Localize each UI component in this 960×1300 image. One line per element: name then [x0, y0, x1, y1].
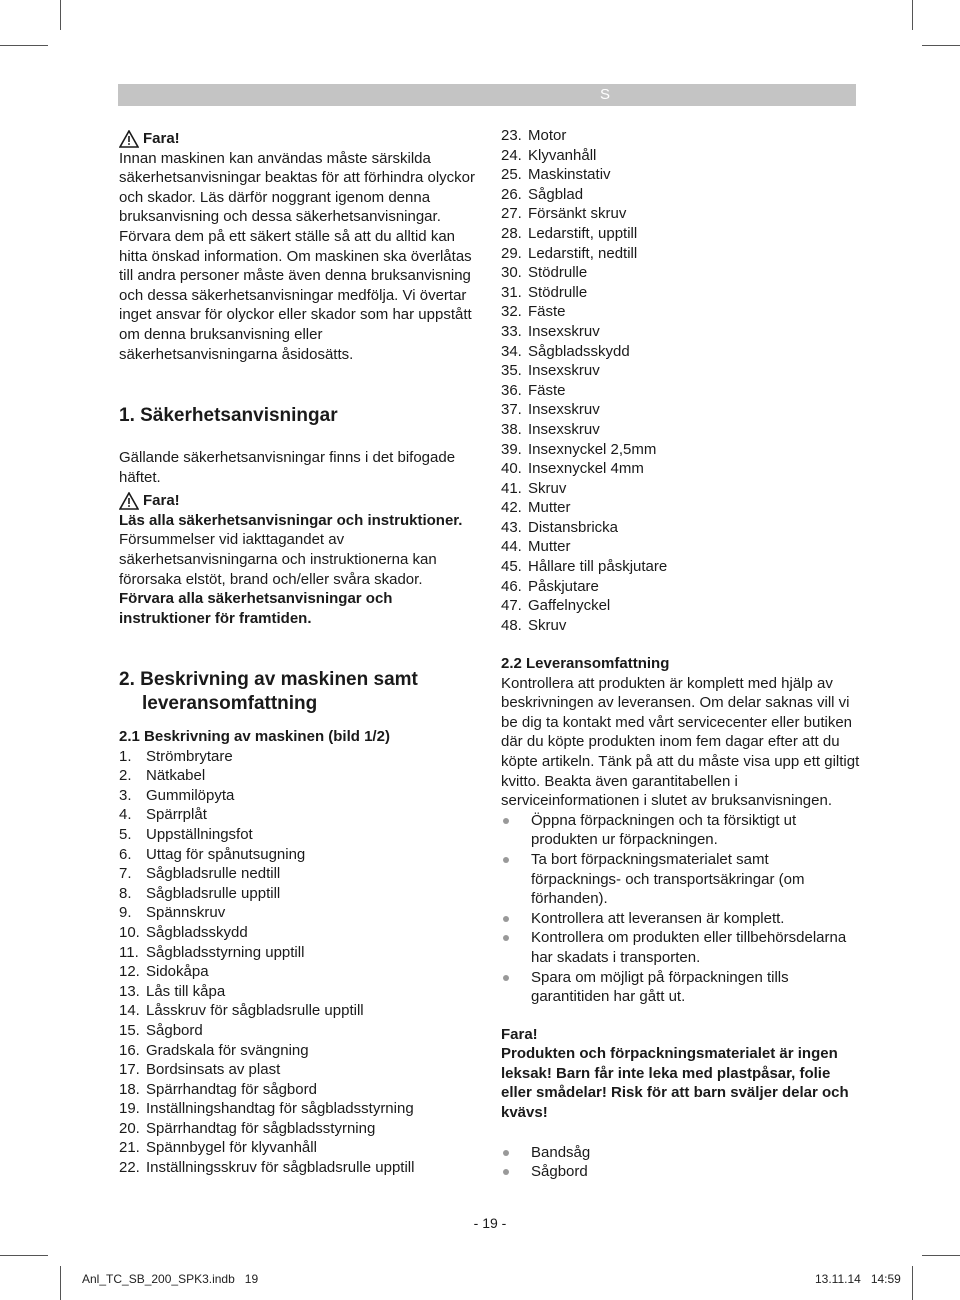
part-label: Sågbladsrulle nedtill — [146, 865, 281, 883]
part-item — [501, 126, 861, 146]
part-label: Gummilöpyta — [146, 786, 235, 804]
part-item — [501, 616, 861, 636]
part-item — [119, 805, 479, 825]
part-number: 33. — [501, 322, 522, 340]
section-1-warning — [119, 491, 479, 511]
part-item — [119, 864, 479, 884]
part-number: 25. — [501, 166, 522, 184]
part-label: Sågbladsskydd — [146, 923, 248, 941]
part-number: 12. — [119, 963, 140, 981]
part-item — [119, 1158, 479, 1178]
part-item — [501, 498, 861, 518]
part-label: Motor — [528, 127, 567, 144]
section-1-body — [119, 448, 479, 628]
bullet-item: Sågbord — [501, 1162, 861, 1182]
part-label: Försänkt skruv — [528, 205, 627, 223]
part-label: Bordsinsats av plast — [146, 1061, 281, 1079]
part-item — [501, 302, 861, 322]
part-label: Sågblad — [528, 185, 584, 203]
part-item — [501, 342, 861, 362]
parts-list-right — [501, 126, 861, 635]
part-item — [501, 577, 861, 597]
part-number: 22. — [119, 1159, 140, 1177]
section-1 — [119, 404, 479, 428]
footer-date: 13.11.14 14:59 — [815, 1272, 901, 1286]
part-number: 4. — [119, 806, 132, 824]
bullet-item: Ta bort förpackningsmaterialet samt förpacknings- och transportsäkringar (om förhanden). — [501, 850, 861, 909]
page-number: - 19 - — [473, 1215, 507, 1231]
part-label: Hållare till påskjutare — [528, 558, 668, 576]
contents-list — [501, 1143, 861, 1182]
part-label: Klyvanhåll — [528, 146, 597, 164]
language-code: S — [600, 86, 611, 103]
warning-label: Fara! — [143, 130, 180, 147]
part-label: Mutter — [528, 499, 571, 517]
part-label: Mutter — [528, 538, 571, 556]
delivery-bullets — [501, 811, 861, 1007]
part-item — [119, 825, 479, 845]
part-number: 13. — [119, 982, 140, 1000]
part-number: 18. — [119, 1080, 140, 1098]
warning-label: Fara! — [143, 492, 180, 510]
part-number: 34. — [501, 342, 522, 360]
intro-block — [119, 129, 479, 364]
part-number: 21. — [119, 1139, 140, 1157]
part-label: Uttag för spånutsugning — [146, 845, 306, 863]
part-label: Stödrulle — [528, 283, 588, 301]
warning-triangle-icon — [119, 492, 139, 510]
part-item — [501, 518, 861, 538]
warning-bold-text: Läs alla säkerhetsanvisningar och instruktioner. — [119, 511, 463, 529]
bullet-item: Kontrollera om produkten eller tillbehörsdelarna har skadats i transporten. — [501, 928, 861, 967]
crop-mark — [912, 1266, 913, 1300]
part-label: Låsskruv för sågbladsrulle upptill — [146, 1002, 364, 1020]
part-item — [119, 1080, 479, 1100]
intro-warning — [119, 129, 479, 149]
crop-mark — [912, 0, 913, 30]
section-2-heading-line1: 2. Beskrivning av maskinen samt — [119, 669, 418, 690]
warning-triangle-icon — [119, 130, 139, 148]
part-number: 31. — [501, 283, 522, 301]
part-item — [119, 923, 479, 943]
part-item — [501, 283, 861, 303]
language-header-bar — [118, 84, 856, 106]
part-number: 35. — [501, 362, 522, 380]
part-number: 3. — [119, 786, 132, 804]
part-number: 5. — [119, 825, 132, 843]
part-number: 44. — [501, 538, 522, 556]
part-number: 26. — [501, 185, 522, 203]
part-label: Spärrhandtag för sågbladsstyrning — [146, 1119, 376, 1137]
part-item — [501, 361, 861, 381]
part-label: Insexskruv — [528, 322, 600, 340]
section-2 — [119, 668, 479, 1178]
part-number: 32. — [501, 303, 522, 321]
part-number: 24. — [501, 146, 522, 164]
part-number: 37. — [501, 401, 522, 419]
footer-file: Anl_TC_SB_200_SPK3.indb 19 — [82, 1272, 259, 1286]
crop-mark — [0, 1255, 48, 1256]
part-item — [501, 381, 861, 401]
part-label: Insexskruv — [528, 420, 600, 438]
part-item — [501, 459, 861, 479]
part-label: Sågbladsrulle upptill — [146, 884, 281, 902]
part-label: Spännbygel för klyvanhåll — [146, 1139, 317, 1157]
part-item — [501, 244, 861, 264]
part-number: 29. — [501, 244, 522, 262]
part-item — [501, 322, 861, 342]
section-2-heading-line2: leveransomfattning — [142, 693, 318, 714]
part-number: 41. — [501, 479, 522, 497]
part-label: Sågbord — [146, 1021, 203, 1039]
part-number: 48. — [501, 616, 522, 634]
part-number: 28. — [501, 224, 522, 242]
part-number: 40. — [501, 460, 522, 478]
part-number: 11. — [119, 943, 139, 961]
part-item — [501, 557, 861, 577]
part-label: Påskjutare — [528, 577, 599, 595]
part-label: Spärrplåt — [146, 806, 207, 824]
section-2-1-heading: 2.1 Beskrivning av maskinen (bild 1/2) — [119, 728, 390, 745]
delivery-text: Kontrollera att produkten är komplett med hjälp av beskrivningen av leveransen. Om delar saknas vill vi be dig ta kontakt med vårt servicecenter eller butiken där du köpte produkten inom fem dagar efter att du köpte artikeln. Tänk på att du måste visa upp ett giltigt kvitto. Beakta även garantitabellen i serviceinformationen i slutet av bruksanvisningen. — [501, 674, 860, 810]
part-label: Sågbladsskydd — [528, 342, 630, 360]
part-item — [119, 1060, 479, 1080]
part-label: Fäste — [528, 303, 566, 321]
part-item — [119, 943, 479, 963]
part-label: Nätkabel — [146, 767, 206, 785]
part-label: Insexnyckel 4mm — [528, 460, 644, 478]
part-item — [501, 263, 861, 283]
part-label: Gaffelnyckel — [528, 597, 611, 615]
part-item — [501, 420, 861, 440]
bullet-item: Kontrollera att leveransen är komplett. — [501, 909, 861, 929]
part-number: 38. — [501, 420, 522, 438]
section-1-text: Gällande säkerhetsanvisningar finns i det bifogade häftet. — [119, 449, 456, 486]
section-1-warning-text — [119, 511, 479, 629]
part-label: Gradskala för svängning — [146, 1041, 309, 1059]
part-item — [501, 146, 861, 166]
part-number: 23. — [501, 127, 522, 144]
part-item — [119, 982, 479, 1002]
part-item — [119, 962, 479, 982]
part-item — [119, 845, 479, 865]
part-item — [501, 224, 861, 244]
part-item — [119, 884, 479, 904]
part-label: Sidokåpa — [146, 963, 209, 981]
part-number: 14. — [119, 1002, 140, 1020]
part-label: Insexnyckel 2,5mm — [528, 440, 657, 458]
part-item — [501, 596, 861, 616]
part-number: 47. — [501, 597, 522, 615]
bullet-item: Spara om möjligt på förpackningen tills garantitiden har gått ut. — [501, 968, 861, 1007]
part-label: Distansbricka — [528, 518, 619, 536]
part-label: Inställningsskruv för sågbladsrulle upptill — [146, 1159, 415, 1177]
crop-mark — [0, 45, 48, 46]
part-number: 42. — [501, 499, 522, 517]
part-number: 6. — [119, 845, 132, 863]
part-label: Sågbladsstyrning upptill — [146, 943, 305, 961]
part-number: 20. — [119, 1119, 140, 1137]
part-item — [119, 1119, 479, 1139]
part-label: Strömbrytare — [146, 747, 233, 765]
part-item — [119, 786, 479, 806]
part-number: 17. — [119, 1061, 140, 1079]
part-number: 15. — [119, 1021, 140, 1039]
part-label: Ledarstift, nedtill — [528, 244, 638, 262]
part-number: 43. — [501, 518, 522, 536]
parts-list-right-block — [501, 126, 861, 635]
part-number: 2. — [119, 767, 132, 785]
part-label: Skruv — [528, 479, 567, 497]
part-number: 1. — [119, 747, 132, 765]
intro-text: Innan maskinen kan användas måste särskilda säkerhetsanvisningar beaktas för att förhindra olyckor och skador. Läs därför noggrant igenom denna bruksanvisning och dessa säkerhetsanvisningar. Förvara dem på ett säkert ställe så att du alltid kan hitta önskad information. Om maskinen ska överlåtas till andra personer måste även denna bruksanvisning och dessa säkerhetsanvisningar medfölja. Vi övertar inget ansvar för olyckor eller skador som har uppstått om denna bruksanvisning eller säkerhetsanvisningarna åsidosätts. — [119, 149, 476, 363]
part-label: Uppställningsfot — [146, 825, 253, 843]
delivery-warning-label: Fara! — [501, 1025, 538, 1043]
section-1-heading: 1. Säkerhetsanvisningar — [119, 405, 338, 426]
part-number: 9. — [119, 904, 132, 922]
warning-bold-text-2: Förvara alla säkerhetsanvisningar och instruktioner för framtiden. — [119, 590, 393, 627]
part-item — [119, 747, 479, 767]
part-item — [501, 185, 861, 205]
bullet-item: Öppna förpackningen och ta försiktigt ut produkten ur förpackningen. — [501, 811, 861, 850]
section-2-2 — [501, 654, 861, 1182]
part-item — [119, 766, 479, 786]
part-item — [501, 204, 861, 224]
part-item — [119, 903, 479, 923]
crop-mark — [60, 1266, 61, 1300]
crop-mark — [60, 0, 61, 30]
part-number: 19. — [119, 1100, 140, 1118]
part-number: 46. — [501, 577, 522, 595]
part-label: Maskinstativ — [528, 166, 611, 184]
parts-list-left — [119, 747, 479, 1178]
crop-mark — [922, 45, 960, 46]
part-item — [501, 440, 861, 460]
part-label: Inställningshandtag för sågbladsstyrning — [146, 1100, 414, 1118]
part-number: 10. — [119, 923, 140, 941]
part-item — [501, 479, 861, 499]
part-number: 8. — [119, 884, 132, 902]
part-number: 27. — [501, 205, 522, 223]
part-label: Ledarstift, upptill — [528, 224, 638, 242]
part-item — [501, 165, 861, 185]
crop-mark — [922, 1255, 960, 1256]
part-number: 45. — [501, 558, 522, 576]
part-item — [119, 1021, 479, 1041]
part-item — [119, 1099, 479, 1119]
part-label: Spännskruv — [146, 904, 226, 922]
part-label: Insexskruv — [528, 401, 600, 419]
part-number: 39. — [501, 440, 522, 458]
part-item — [501, 537, 861, 557]
part-label: Skruv — [528, 616, 567, 634]
part-label: Stödrulle — [528, 264, 588, 282]
part-number: 36. — [501, 381, 522, 399]
part-number: 16. — [119, 1041, 140, 1059]
part-label: Insexskruv — [528, 362, 600, 380]
part-item — [119, 1138, 479, 1158]
section-2-2-heading: 2.2 Leveransomfattning — [501, 655, 670, 672]
part-label: Fäste — [528, 381, 566, 399]
part-number: 7. — [119, 865, 132, 883]
part-item — [119, 1041, 479, 1061]
part-label: Spärrhandtag för sågbord — [146, 1080, 317, 1098]
bullet-item: Bandsåg — [501, 1143, 861, 1163]
warning-normal-text: Försummelser vid iakttagandet av säkerhetsanvisningarna och instruktionerna kan förorsaka elstöt, brand och/eller svåra skador. — [119, 531, 437, 588]
delivery-warning-text: Produkten och förpackningsmaterialet är ingen leksak! Barn får inte leka med plastpåsar, folie eller smådelar! Risk för att barn sväljer delar och kvävs! — [501, 1045, 849, 1122]
part-label: Lås till kåpa — [146, 982, 226, 1000]
part-item — [119, 1001, 479, 1021]
part-item — [501, 400, 861, 420]
part-number: 30. — [501, 264, 522, 282]
